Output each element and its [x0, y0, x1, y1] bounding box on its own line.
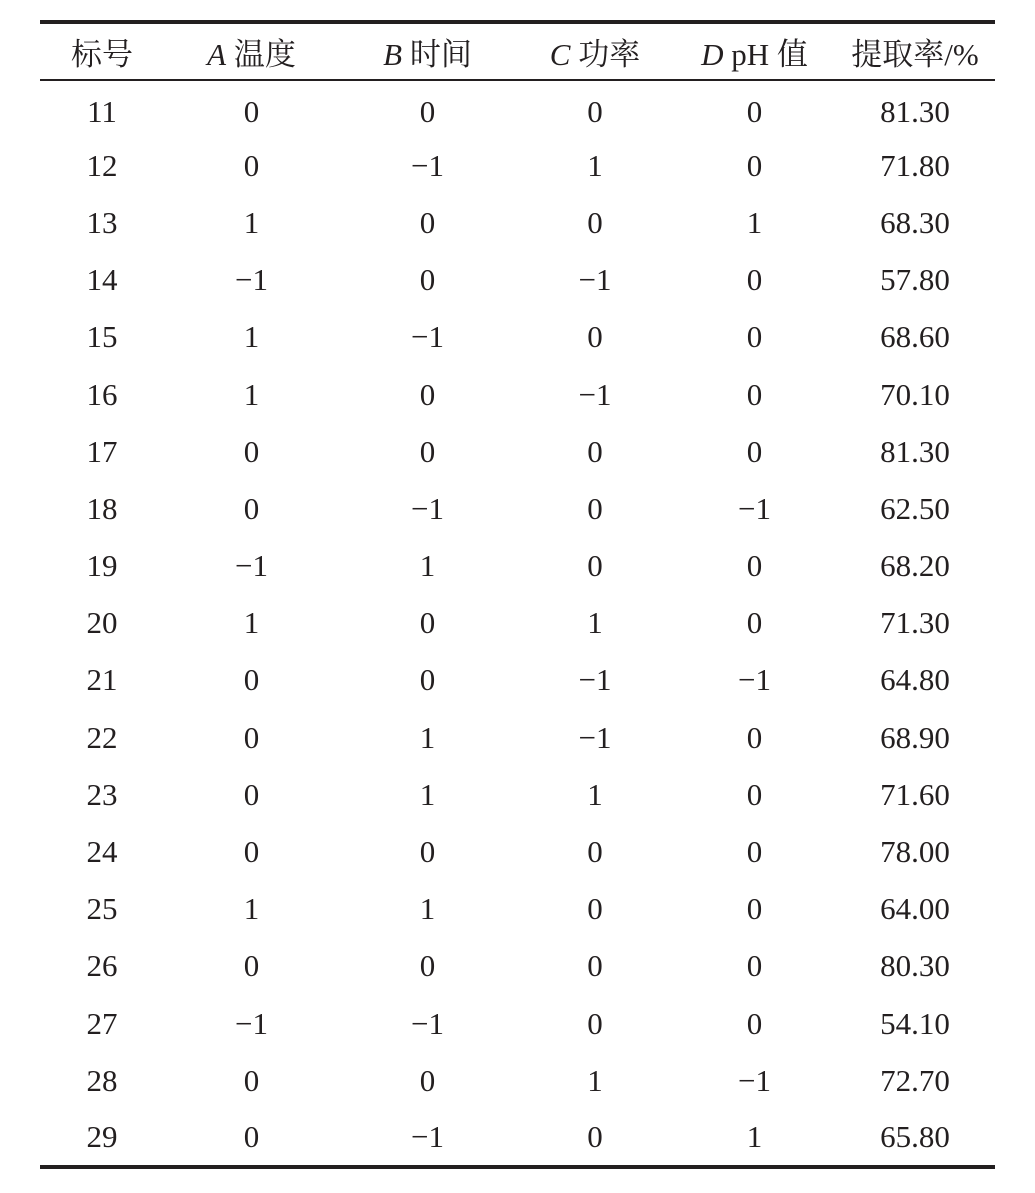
cell-temperature: 0: [243, 719, 260, 755]
table-row: [40, 480, 995, 537]
cell-ph: 0: [746, 891, 763, 927]
table-row: [40, 309, 995, 366]
cell-extraction-rate: 68.20: [880, 548, 950, 584]
cell-index: 11: [87, 94, 117, 130]
cell-extraction-rate: 78.00: [880, 834, 950, 870]
cell-temperature: −1: [235, 1005, 268, 1041]
table-row: [40, 1052, 995, 1109]
cell-power: −1: [578, 719, 612, 755]
table-header: [40, 22, 995, 80]
column-header-time: B 时间: [339, 22, 516, 80]
cell-power: 0: [516, 1109, 674, 1166]
cell-time: 1: [419, 776, 436, 812]
cell-time: 0: [419, 94, 436, 130]
cell-power: 0: [587, 1005, 603, 1041]
cell-temperature: 1: [243, 376, 260, 412]
cell-time: −1: [411, 319, 444, 355]
column-header-temperature: A 温度: [164, 22, 339, 80]
column-header-ph: D pH 值: [674, 22, 835, 80]
cell-power: 1: [587, 605, 603, 641]
cell-power: 1: [587, 147, 603, 183]
cell-ph: 0: [746, 948, 763, 984]
experiment-results-table: [40, 20, 995, 1169]
cell-extraction-rate: 72.70: [880, 1062, 950, 1098]
cell-extraction-rate: 71.30: [880, 605, 950, 641]
cell-time: 1: [419, 891, 436, 927]
cell-extraction-rate: 64.80: [880, 662, 950, 698]
cell-ph: 1: [746, 204, 763, 240]
cell-ph: −1: [738, 662, 771, 698]
cell-ph: 0: [746, 433, 763, 469]
cell-time: 1: [419, 719, 436, 755]
cell-extraction-rate: 65.80: [835, 1109, 995, 1166]
cell-time: 0: [419, 948, 436, 984]
cell-index: 16: [86, 376, 118, 412]
cell-time: 0: [419, 204, 436, 240]
table-row: [40, 881, 995, 938]
cell-time: 0: [419, 834, 436, 870]
header-row: [40, 22, 995, 80]
cell-temperature: 0: [243, 147, 260, 183]
cell-power: 0: [587, 490, 603, 526]
cell-temperature: 0: [164, 1109, 339, 1166]
cell-power: 0: [587, 319, 603, 355]
cell-temperature: −1: [235, 262, 268, 298]
cell-time: 0: [419, 376, 436, 412]
cell-index: 12: [86, 147, 118, 183]
cell-index: 14: [86, 262, 118, 298]
cell-ph: 0: [746, 776, 763, 812]
cell-time: 0: [419, 605, 436, 641]
table-row: [40, 766, 995, 823]
cell-index: 20: [86, 605, 118, 641]
cell-power: 0: [587, 94, 603, 130]
cell-temperature: −1: [235, 548, 268, 584]
table-row: [40, 538, 995, 595]
cell-power: 0: [587, 948, 603, 984]
cell-ph: 1: [674, 1109, 835, 1166]
cell-time: 0: [419, 433, 436, 469]
cell-ph: 0: [746, 262, 763, 298]
table-row: [40, 995, 995, 1052]
cell-index: 18: [86, 490, 118, 526]
cell-extraction-rate: 64.00: [880, 891, 950, 927]
cell-ph: −1: [738, 1062, 771, 1098]
table-row: [40, 194, 995, 251]
cell-index: 29: [40, 1109, 164, 1166]
table-row: [40, 80, 995, 137]
cell-temperature: 0: [243, 490, 260, 526]
table-row: [40, 595, 995, 652]
cell-temperature: 1: [243, 891, 260, 927]
table-row: [40, 137, 995, 194]
cell-power: 0: [587, 891, 603, 927]
cell-temperature: 1: [243, 204, 260, 240]
cell-ph: −1: [738, 490, 771, 526]
table-body: [40, 80, 995, 1167]
cell-extraction-rate: 80.30: [880, 948, 950, 984]
cell-temperature: 0: [243, 834, 260, 870]
cell-temperature: 0: [243, 776, 260, 812]
cell-temperature: 0: [243, 433, 260, 469]
cell-ph: 0: [746, 147, 763, 183]
table-row: [40, 252, 995, 309]
cell-time: 0: [419, 262, 436, 298]
cell-extraction-rate: 81.30: [880, 94, 950, 130]
cell-ph: 0: [746, 548, 763, 584]
cell-index: 15: [86, 319, 118, 355]
cell-ph: 0: [746, 719, 763, 755]
cell-ph: 0: [746, 94, 763, 130]
cell-index: 28: [86, 1062, 118, 1098]
cell-time: −1: [411, 490, 444, 526]
table-row: [40, 652, 995, 709]
cell-ph: 0: [746, 1005, 763, 1041]
cell-power: 0: [587, 834, 603, 870]
cell-extraction-rate: 71.80: [880, 147, 950, 183]
column-header-index: 标号: [40, 22, 164, 80]
table-row: [40, 823, 995, 880]
table-row: [40, 938, 995, 995]
table-row: [40, 366, 995, 423]
cell-time: −1: [411, 147, 444, 183]
cell-index: 26: [86, 948, 118, 984]
table-row: [40, 709, 995, 766]
cell-power: 1: [587, 776, 603, 812]
cell-power: 1: [587, 1062, 603, 1098]
cell-power: 0: [587, 204, 603, 240]
cell-extraction-rate: 68.90: [880, 719, 950, 755]
data-table-container: [40, 20, 995, 1169]
cell-ph: 0: [746, 376, 763, 412]
cell-index: 13: [86, 204, 118, 240]
cell-temperature: 1: [243, 319, 260, 355]
cell-temperature: 0: [243, 94, 260, 130]
cell-index: 22: [86, 719, 118, 755]
cell-time: 0: [419, 662, 436, 698]
cell-index: 21: [86, 662, 118, 698]
column-header-extraction-rate: 提取率/%: [835, 22, 995, 80]
cell-temperature: 0: [243, 662, 260, 698]
table-row: [40, 423, 995, 480]
cell-time: 1: [419, 548, 436, 584]
cell-time: −1: [339, 1109, 516, 1166]
cell-ph: 0: [746, 319, 763, 355]
cell-ph: 0: [746, 605, 763, 641]
cell-temperature: 0: [243, 1062, 260, 1098]
cell-index: 17: [86, 433, 118, 469]
table-row: [40, 1109, 995, 1166]
cell-power: −1: [578, 376, 612, 412]
cell-index: 24: [86, 834, 118, 870]
cell-extraction-rate: 70.10: [880, 376, 950, 412]
cell-extraction-rate: 54.10: [880, 1005, 950, 1041]
cell-extraction-rate: 62.50: [880, 490, 950, 526]
cell-extraction-rate: 57.80: [880, 262, 950, 298]
cell-index: 23: [86, 776, 118, 812]
cell-time: −1: [411, 1005, 444, 1041]
cell-power: 0: [587, 548, 603, 584]
cell-time: 0: [419, 1062, 436, 1098]
cell-index: 19: [86, 548, 118, 584]
cell-extraction-rate: 71.60: [880, 776, 950, 812]
cell-extraction-rate: 81.30: [880, 433, 950, 469]
cell-extraction-rate: 68.30: [880, 204, 950, 240]
cell-temperature: 0: [243, 948, 260, 984]
cell-power: 0: [587, 433, 603, 469]
cell-temperature: 1: [243, 605, 260, 641]
cell-ph: 0: [746, 834, 763, 870]
cell-power: −1: [578, 662, 612, 698]
cell-index: 27: [86, 1005, 118, 1041]
cell-extraction-rate: 68.60: [880, 319, 950, 355]
cell-index: 25: [86, 891, 118, 927]
cell-power: −1: [578, 262, 612, 298]
column-header-power: C 功率: [516, 22, 674, 80]
